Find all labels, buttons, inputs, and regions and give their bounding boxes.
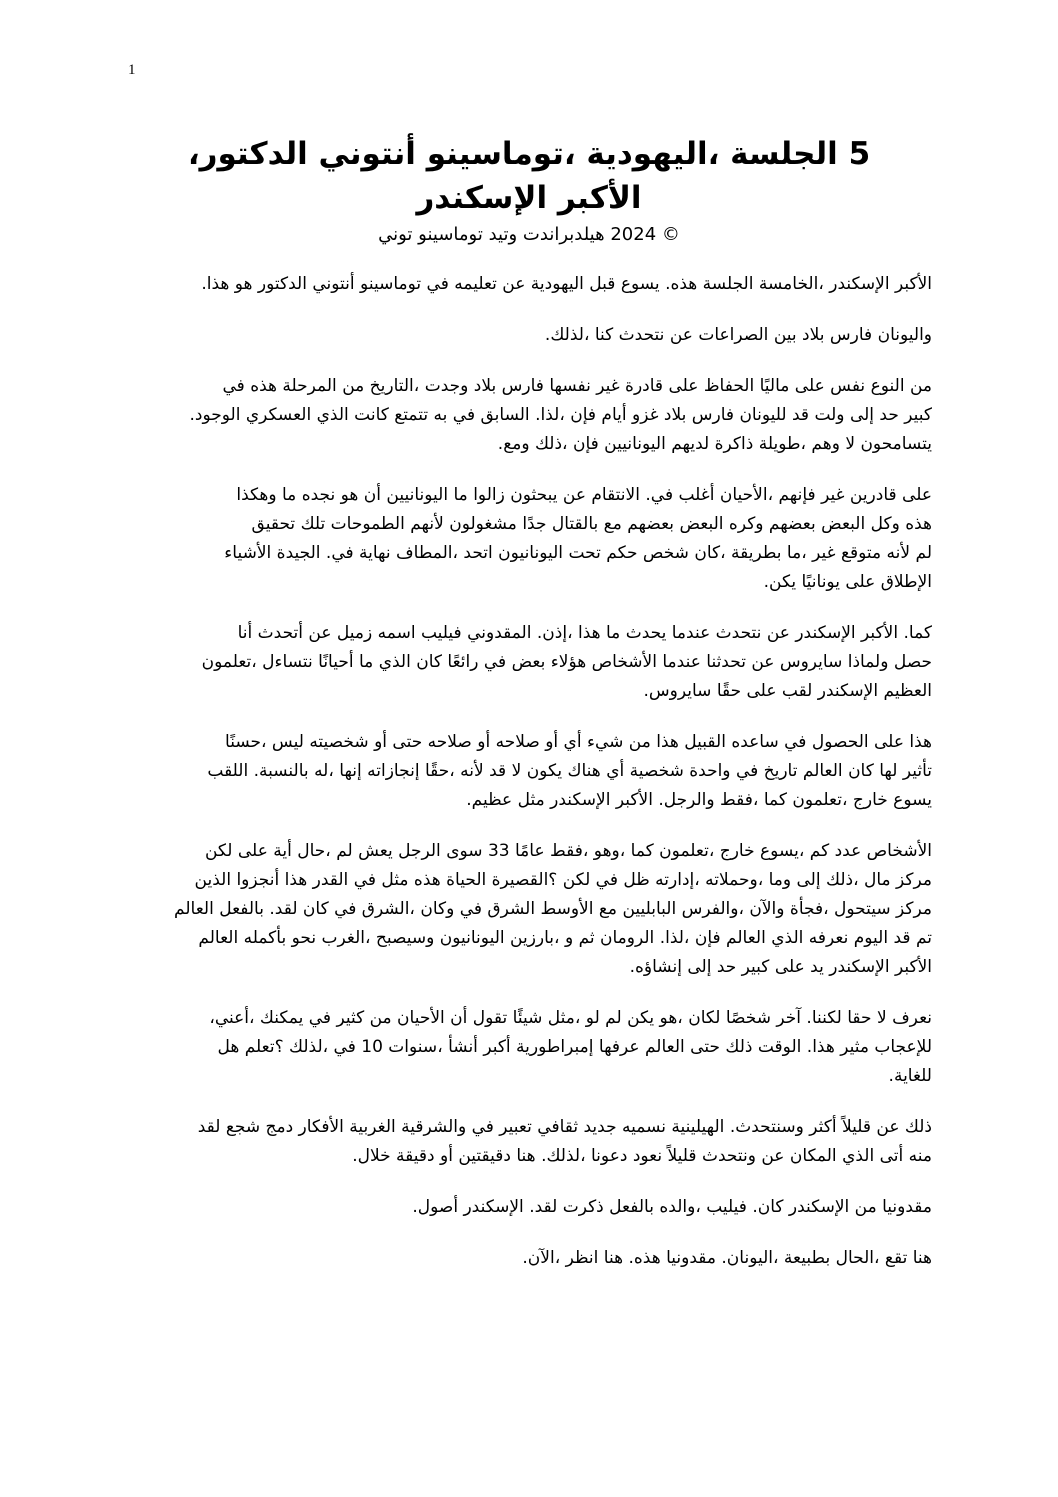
text-line: .يكن يونانيًا على الإطلاق: [763, 572, 932, 592]
text-line: .لذلك، كنا نتحدث عن الصراعات بين بلاد فارس واليونان: [544, 325, 932, 345]
text-line: .عظيم مثل الإسكندر الأكبر .والرجل فقط، كما تعلمون، خارج يسوع: [466, 790, 932, 810]
paragraph: [120, 1244, 932, 1273]
text-line: تعلمون، نتساءل أحيانًا ما الذي كان رائعًا في بعض هؤلاء الأشخاص عندما تحدثنا عن سايروس ولماذا حصل: [201, 652, 932, 672]
text-line: ،أعني، يمكنك في كثير من الأحيان أن تقول شيئًا مثل، لو لم يكن هو، لكان شخصًا آخر .لكننا حقا لا نعرف: [209, 1008, 932, 1028]
text-line: تحقيق تلك الطموحات لأنهم مشغولون جدًا بالقتال مع بعضهم البعض وكره بعضهم البعض وكل هذه: [251, 514, 932, 534]
text-line: في هذه المرحلة من التاريخ، وجدت بلاد فارس نفسها غير قادرة على الحفاظ ماليًا على نفس النوع من: [222, 376, 932, 396]
document-title: [100, 132, 958, 220]
text-line: هل تعلم؟ لذلك، في 10 سنوات، أنشأ أكبر إمبراطورية عرفها العالم حتى ذلك الوقت .هذا مثير للإعجاب: [217, 1037, 932, 1057]
text-line: .إنشاؤه إلى حد كبير على يد الإسكندر الأكبر: [629, 957, 932, 977]
text-line: العالم بالفعل .لقد كان في الشرق، وكان في الشرق الأوسط مع البابليين والفرس، والآن فجأة، سيتحول مركز: [174, 899, 932, 919]
text-line: أنا أتحدث عن زميل اسمه فيليب المقدوني .إذن، هذا ما يحدث عندما نتحدث عن الإسكندر الأكبر .كما: [237, 623, 932, 643]
page-number: 1: [128, 62, 136, 78]
paragraph: [120, 372, 932, 459]
text-line: العالم بأكمله نحو الغرب، وسيصبح اليونانيون بارزين، و ثم الرومان .لذا، فإن العالم الذي نعرفه اليوم قد تم: [198, 928, 932, 948]
text-line: لكن على أية حال، لم يعش الرجل سوى 33 عامًا فقط، وهو، كما تعلمون، خارج يسوع، كم عدد الأشخاص: [204, 841, 932, 861]
text-line: .ومع ذلك، فإن اليونانيين لديهم ذاكرة طويلة، وهم لا يتسامحون: [497, 434, 932, 454]
paragraph: [120, 1004, 932, 1091]
paragraph: [120, 321, 932, 350]
text-line: .خلال دقيقة أو دقيقتين هنا .لذلك، دعونا نعود قليلاً ونتحدث عن المكان الذي أتى منه: [352, 1146, 932, 1166]
text-line: .هذا هو الدكتور أنتوني توماسينو في تعليمه عن اليهودية قبل يسوع .هذه الجلسة الخامسة، الإسكندر الأكبر: [201, 274, 932, 294]
copyright-line: توني توماسينو وتيد هيلدبراندت 2024 ©: [378, 224, 680, 245]
text-line: وهكذا ما نجده هو أن اليونانيين ما زالوا يبحثون عن الانتقام .في أغلب الأحيان، فإنهم غير قادرين على: [236, 485, 932, 505]
text-line: لقد شجع دمج الأفكار الغربية والشرقية في تعبير ثقافي جديد نسميه الهيلينية .وسنتحدث أكثر قليلاً عن ذلك: [197, 1117, 932, 1137]
title-line: الإسكندر الأكبر: [416, 180, 642, 216]
paragraph: [120, 1113, 932, 1171]
text-line: اللقب .بالنسبة له، إنها إنجازاته حقًا، لأنه قد لا يكون هناك أي شخصية واحدة في تاريخ العالم كان لها تأثير: [207, 761, 932, 781]
paragraph: [120, 1193, 932, 1222]
title-line: ،الدكتور أنتوني توماسينو، اليهودية، الجلسة 5: [187, 136, 871, 172]
text-line: .سايروس حقًا على لقب الإسكندر العظيم: [643, 681, 932, 701]
document-body: [120, 270, 932, 1295]
text-line: .للغاية: [888, 1066, 932, 1086]
text-line: .الوجود العسكري الذي كانت تتمتع به في السابق .لذا، فإن أيام غزو بلاد فارس لليونان قد ولت إلى حد كبير: [189, 405, 932, 425]
paragraph: [120, 619, 932, 706]
text-line: .الآن، انظر هنا .هذه مقدونيا .اليونان، بطبيعة الحال، تقع هنا: [522, 1248, 932, 1268]
text-line: الذين أنجزوا هذا القدر في مثل هذه الحياة القصيرة؟ لكن في ظل إدارته، وحملاته، وما إلى ذلك، مال مركز: [194, 870, 932, 890]
text-line: .أصول الإسكندر .لقد ذكرت بالفعل والده، فيليب .كان الإسكندر من مقدونيا: [412, 1197, 932, 1217]
paragraph: [120, 837, 932, 982]
paragraph: [120, 270, 932, 299]
paragraph: [120, 728, 932, 815]
text-line: حسنًا، ليس شخصيته أو حتى صلاحه أو صلاحه أو أي شيء من هذا القبيل ساعده في الحصول على هذا: [225, 732, 932, 752]
paragraph: [120, 481, 932, 597]
text-line: الأشياء الجيدة .في نهاية المطاف، اتحد اليونانيون تحت حكم شخص كان، بطريقة ما، غير متوقع لأنه لم: [224, 543, 932, 563]
